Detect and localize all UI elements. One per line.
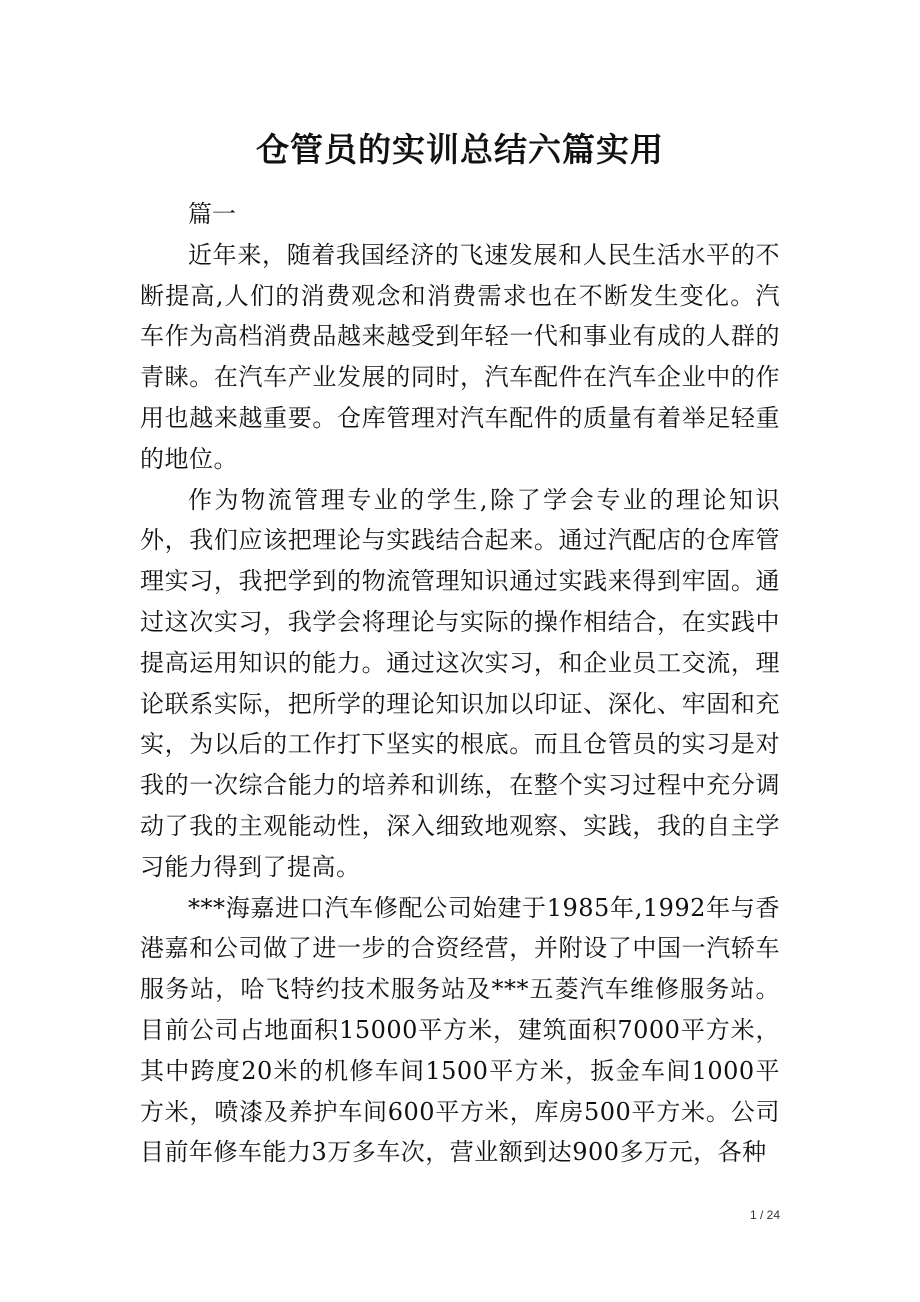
page-number: 1 / 24 <box>749 1208 780 1222</box>
paragraph-3: ***海嘉进口汽车修配公司始建于1985年,1992年与香港嘉和公司做了进一步的合资经营，并附设了中国一汽轿车服务站，哈飞特约技术服务站及***五菱汽车维修服务站。目前公司占地面积15000平方米，建筑面积7000平方米，其中跨度20米的机修车间1500平方米，扳金车间1000平方米，喷漆及养护车间600平方米，库房500平方米。公司目前年修车能力3万多车次，营业额到达900多万元，各种 <box>140 893 780 1167</box>
document-title: 仓管员的实训总结六篇实用 <box>256 130 664 169</box>
section-heading: 篇一 <box>188 200 236 228</box>
paragraph-1: 近年来，随着我国经济的飞速发展和人民生活水平的不断提高,人们的消费观念和消费需求也在不断发生变化。汽车作为高档消费品越来越受到年轻一代和事业有成的人群的青睐。在汽车产业发展的同时，汽车配件在汽车企业中的作用也越来越重要。仓库管理对汽车配件的质量有着举足轻重的地位。 <box>140 240 780 473</box>
document-body <box>140 194 780 1173</box>
paragraph-2: 作为物流管理专业的学生,除了学会专业的理论知识外，我们应该把理论与实践结合起来。通过汽配店的仓库管理实习，我把学到的物流管理知识通过实践来得到牢固。通过这次实习，我学会将理论与实际的操作相结合，在实践中提高运用知识的能力。通过这次实习，和企业员工交流，理论联系实际，把所学的理论知识加以印证、深化、牢固和充实，为以后的工作打下坚实的根底。而且仓管员的实习是对我的一次综合能力的培养和训练，在整个实习过程中充分调动了我的主观能动性，深入细致地观察、实践，我的自主学习能力得到了提高。 <box>140 485 780 881</box>
